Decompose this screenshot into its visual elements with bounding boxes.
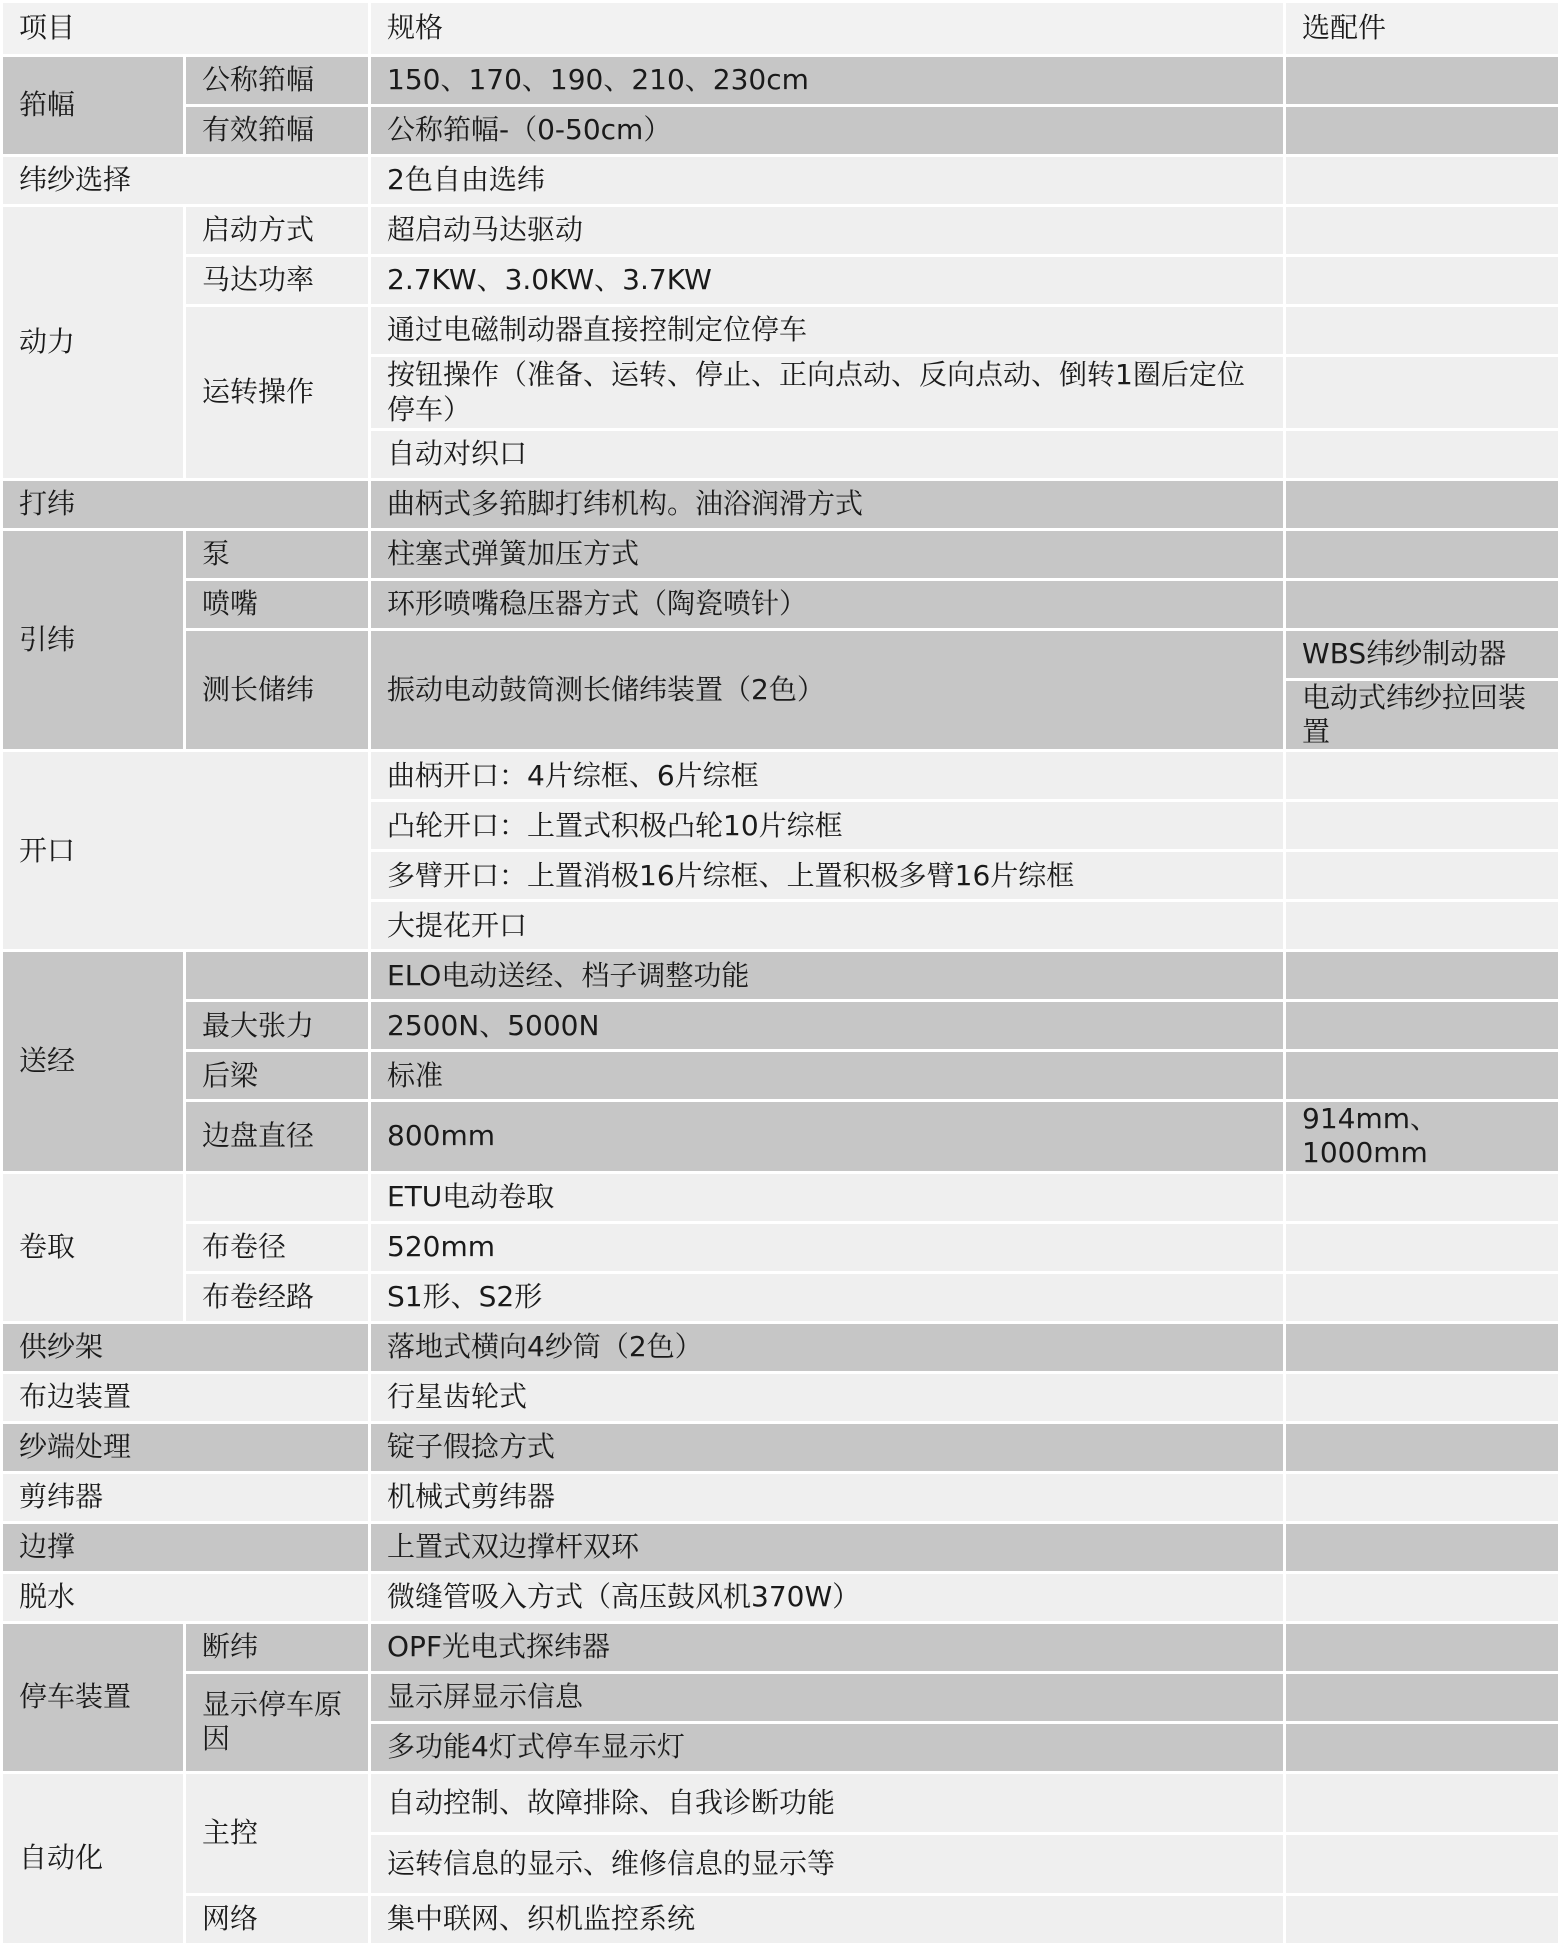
category-label: 脱水 <box>3 1574 368 1621</box>
spec-value: 行星齿轮式 <box>371 1374 1283 1421</box>
table-row <box>3 1674 1558 1721</box>
subitem-label: 公称筘幅 <box>186 57 368 104</box>
table-row <box>3 57 1558 104</box>
option-cell <box>1286 1002 1558 1049</box>
subitem-label: 马达功率 <box>186 257 368 304</box>
spec-value: 曲柄开口：4片综框、6片综框 <box>371 752 1283 799</box>
spec-value: 运转信息的显示、维修信息的显示等 <box>371 1835 1283 1893</box>
table-row <box>3 481 1558 528</box>
category-label: 边撑 <box>3 1524 368 1571</box>
option-cell <box>1286 357 1558 428</box>
subitem-label: 最大张力 <box>186 1002 368 1049</box>
option-cell <box>1286 1374 1558 1421</box>
option-cell <box>1286 1524 1558 1571</box>
category-label: 供纱架 <box>3 1324 368 1371</box>
table-row <box>3 107 1558 154</box>
category-label: 送经 <box>3 952 183 1170</box>
subitem-label: 有效筘幅 <box>186 107 368 154</box>
table-row <box>3 752 1558 799</box>
table-row <box>3 1374 1558 1421</box>
spec-value: 自动控制、故障排除、自我诊断功能 <box>371 1774 1283 1832</box>
spec-value: 锭子假捻方式 <box>371 1424 1283 1471</box>
option-cell <box>1286 1052 1558 1099</box>
subitem-label: 喷嘴 <box>186 581 368 628</box>
category-label: 卷取 <box>3 1174 183 1321</box>
table-row <box>3 207 1558 254</box>
option-cell <box>1286 207 1558 254</box>
table-row <box>3 1174 1558 1221</box>
spec-value: OPF光电式探纬器 <box>371 1624 1283 1671</box>
spec-value: 大提花开口 <box>371 902 1283 949</box>
option-cell <box>1286 531 1558 578</box>
category-label: 布边装置 <box>3 1374 368 1421</box>
option-cell <box>1286 1274 1558 1321</box>
spec-value: 通过电磁制动器直接控制定位停车 <box>371 307 1283 354</box>
option-cell: 电动式纬纱拉回装置 <box>1286 681 1558 749</box>
spec-value: 520mm <box>371 1224 1283 1271</box>
subitem-label: 主控 <box>186 1774 368 1893</box>
option-cell <box>1286 852 1558 899</box>
category-label: 自动化 <box>3 1774 183 1943</box>
spec-value: 多臂开口：上置消极16片综框、上置积极多臂16片综框 <box>371 852 1283 899</box>
option-cell <box>1286 431 1558 478</box>
option-cell <box>1286 1624 1558 1671</box>
table-row <box>3 952 1558 999</box>
option-cell <box>1286 1835 1558 1893</box>
option-cell <box>1286 1674 1558 1721</box>
spec-value: ELO电动送经、档子调整功能 <box>371 952 1283 999</box>
table-row <box>3 1002 1558 1049</box>
spec-value: 2.7KW、3.0KW、3.7KW <box>371 257 1283 304</box>
option-cell: 914mm、1000mm <box>1286 1102 1558 1170</box>
spec-value: 多功能4灯式停车显示灯 <box>371 1724 1283 1771</box>
option-cell <box>1286 581 1558 628</box>
subitem-label: 断纬 <box>186 1624 368 1671</box>
table-row <box>3 1574 1558 1621</box>
header-item: 项目 <box>3 3 368 54</box>
subitem-label: 运转操作 <box>186 307 368 478</box>
option-cell <box>1286 107 1558 154</box>
option-cell <box>1286 1424 1558 1471</box>
spec-value: 机械式剪纬器 <box>371 1474 1283 1521</box>
spec-value: 上置式双边撑杆双环 <box>371 1524 1283 1571</box>
table-row <box>3 581 1558 628</box>
spec-value: 凸轮开口：上置式积极凸轮10片综框 <box>371 802 1283 849</box>
table-row <box>3 157 1558 204</box>
subitem-label: 后梁 <box>186 1052 368 1099</box>
spec-value: 微缝管吸入方式（高压鼓风机370W） <box>371 1574 1283 1621</box>
spec-value: 超启动马达驱动 <box>371 207 1283 254</box>
category-label: 动力 <box>3 207 183 478</box>
table-row <box>3 1896 1558 1943</box>
option-cell <box>1286 752 1558 799</box>
subitem-label: 边盘直径 <box>186 1102 368 1170</box>
option-cell <box>1286 1724 1558 1771</box>
spec-value: 显示屏显示信息 <box>371 1674 1283 1721</box>
header-spec: 规格 <box>371 3 1283 54</box>
table-row <box>3 1274 1558 1321</box>
header-options: 选配件 <box>1286 3 1558 54</box>
spec-value: 2500N、5000N <box>371 1002 1283 1049</box>
table-row <box>3 1424 1558 1471</box>
spec-value: 柱塞式弹簧加压方式 <box>371 531 1283 578</box>
table-row <box>3 1524 1558 1571</box>
table-row <box>3 1474 1558 1521</box>
spec-value: 标准 <box>371 1052 1283 1099</box>
option-cell <box>1286 1224 1558 1271</box>
table-row <box>3 1774 1558 1832</box>
table-row <box>3 1102 1558 1170</box>
option-cell <box>1286 257 1558 304</box>
spec-value: 公称筘幅-（0-50cm） <box>371 107 1283 154</box>
category-label: 筘幅 <box>3 57 183 154</box>
option-cell <box>1286 1896 1558 1943</box>
subitem-label: 网络 <box>186 1896 368 1943</box>
subitem-label: 显示停车原因 <box>186 1674 368 1771</box>
option-cell <box>1286 157 1558 204</box>
option-cell <box>1286 802 1558 849</box>
option-cell <box>1286 481 1558 528</box>
spec-value: 振动电动鼓筒测长储纬装置（2色） <box>371 631 1283 749</box>
table-row <box>3 1624 1558 1671</box>
option-cell <box>1286 952 1558 999</box>
option-cell <box>1286 902 1558 949</box>
subitem-label <box>186 952 368 999</box>
option-cell: WBS纬纱制动器 <box>1286 631 1558 678</box>
option-cell <box>1286 1574 1558 1621</box>
table-row <box>3 1052 1558 1099</box>
category-label: 纬纱选择 <box>3 157 368 204</box>
table-row <box>3 1224 1558 1271</box>
spec-value: 曲柄式多筘脚打纬机构。油浴润滑方式 <box>371 481 1283 528</box>
option-cell <box>1286 1324 1558 1371</box>
table-row <box>3 531 1558 578</box>
table-row <box>3 1324 1558 1371</box>
subitem-label: 布卷径 <box>186 1224 368 1271</box>
subitem-label: 布卷经路 <box>186 1274 368 1321</box>
spec-value: ETU电动卷取 <box>371 1174 1283 1221</box>
subitem-label <box>186 1174 368 1221</box>
spec-value: S1形、S2形 <box>371 1274 1283 1321</box>
spec-value: 150、170、190、210、230cm <box>371 57 1283 104</box>
table-header-row <box>3 3 1558 54</box>
spec-value: 800mm <box>371 1102 1283 1170</box>
spec-value: 2色自由选纬 <box>371 157 1283 204</box>
spec-value: 集中联网、织机监控系统 <box>371 1896 1283 1943</box>
table-row <box>3 631 1558 678</box>
option-cell <box>1286 1474 1558 1521</box>
category-label: 开口 <box>3 752 368 949</box>
option-cell <box>1286 1174 1558 1221</box>
option-cell <box>1286 307 1558 354</box>
category-label: 引纬 <box>3 531 183 749</box>
spec-value: 自动对织口 <box>371 431 1283 478</box>
option-cell <box>1286 1774 1558 1832</box>
spec-value: 按钮操作（准备、运转、停止、正向点动、反向点动、倒转1圈后定位停车） <box>371 357 1283 428</box>
spec-value: 环形喷嘴稳压器方式（陶瓷喷针） <box>371 581 1283 628</box>
category-label: 停车装置 <box>3 1624 183 1771</box>
category-label: 打纬 <box>3 481 368 528</box>
subitem-label: 启动方式 <box>186 207 368 254</box>
category-label: 纱端处理 <box>3 1424 368 1471</box>
subitem-label: 泵 <box>186 531 368 578</box>
subitem-label: 测长储纬 <box>186 631 368 749</box>
spec-value: 落地式横向4纱筒（2色） <box>371 1324 1283 1371</box>
category-label: 剪纬器 <box>3 1474 368 1521</box>
table-row <box>3 257 1558 304</box>
option-cell <box>1286 57 1558 104</box>
table-row <box>3 307 1558 354</box>
